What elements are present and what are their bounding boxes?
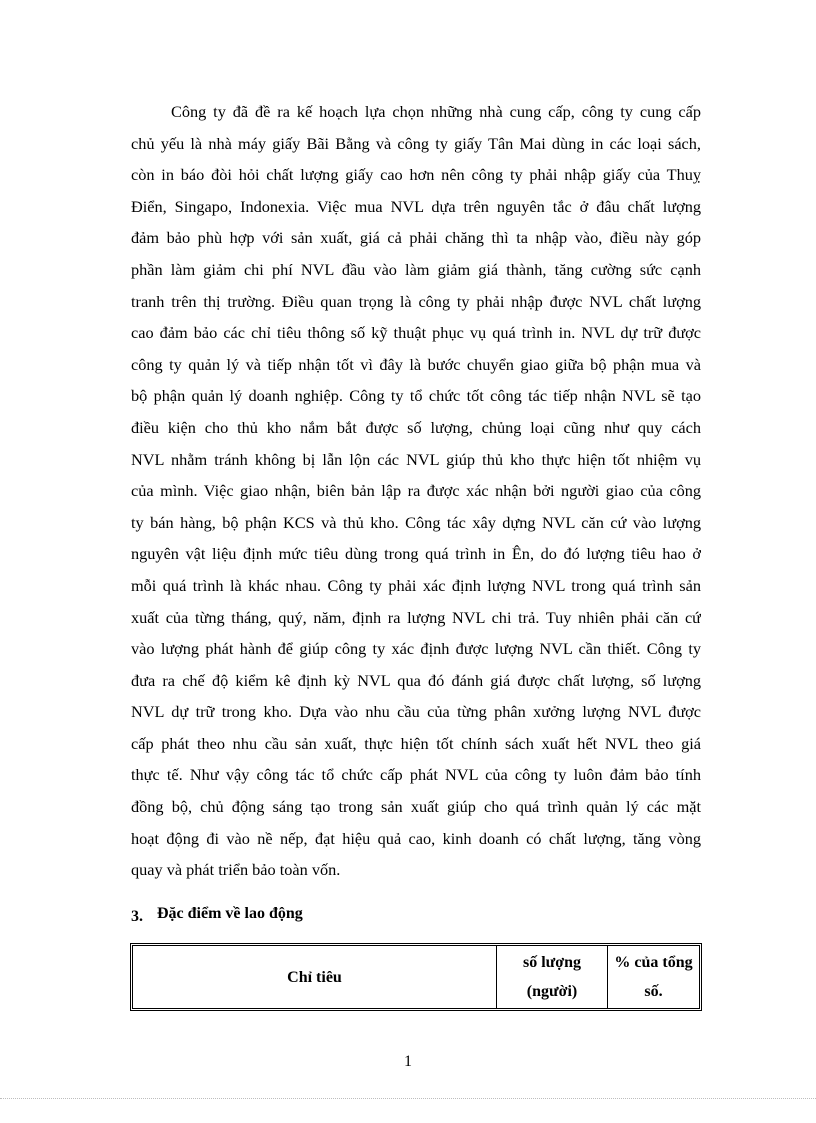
paragraph-line: nguyên vật liệu định mức tiêu dùng trong quá trình in Ên, do đó lượng tiêu hao ở [131,544,701,564]
paragraph-line: cao đảm bảo các chỉ tiêu thông số kỹ thuật phục vụ quá trình in. NVL dự trữ được [131,323,701,343]
header-text: (người) [526,983,578,1000]
paragraph-line: tranh trên thị trường. Điều quan trọng là công ty phải nhập được NVL chất lượng [131,291,701,311]
labor-table [130,943,702,1011]
paragraph-line: công ty quản lý và tiếp nhận tốt vì đây là bước chuyển giao giữa bộ phận mua và [131,354,701,374]
paragraph-line: mỗi quá trình là khác nhau. Công ty phải xác định lượng NVL trong quá trình sản [131,575,701,595]
page-boundary-divider [0,1098,816,1099]
header-text: Chỉ tiêu [287,968,342,986]
header-text: số. [644,983,663,1000]
paragraph-line: chủ yếu là nhà máy giấy Bãi Bằng và công ty giấy Tân Mai dùng in các loại sách, [131,133,701,153]
section-title: Đặc điểm về lao động [157,905,303,922]
paragraph-line: hoạt động đi vào nề nếp, đạt hiệu quả cao, kinh doanh có chất lượng, tăng vòng [131,828,701,848]
body-paragraph [131,96,701,886]
paragraph-line: quay và phát triển bảo toàn vốn. [131,860,341,880]
paragraph-line: NVL nhằm tránh không bị lẫn lộn các NVL giúp thủ kho thực hiện tốt nhiệm vụ [131,449,701,469]
header-cell-criteria [133,946,497,1008]
paragraph-line: đảm bảo phù hợp với sản xuất, giá cả phải chăng thì ta nhập vào, điều này góp [131,228,701,248]
paragraph-line: vào lượng phát hành để giúp công ty xác định được lượng NVL cần thiết. Công ty [131,639,701,659]
header-cell-percent [608,946,700,1008]
table-header-row [133,946,699,1008]
paragraph-line: phần làm giảm chi phí NVL đầu vào làm giảm giá thành, tăng cường sức cạnh [131,259,701,279]
paragraph-line: ty bán hàng, bộ phận KCS và thủ kho. Công tác xây dựng NVL căn cứ vào lượng [131,512,701,532]
section-number: 3. [131,908,143,925]
paragraph-line: Công ty đã đề ra kế hoạch lựa chọn những nhà cung cấp, công ty cung cấp [171,102,701,121]
paragraph-line: xuất của từng tháng, quý, năm, định ra lượng NVL chi trả. Tuy nhiên phải căn cứ [131,607,701,627]
paragraph-line: của mình. Việc giao nhận, biên bản lập ra được xác nhận bởi người giao của công [131,481,701,501]
paragraph-line: thực tế. Như vậy công tác tổ chức cấp phát NVL của công ty luôn đảm bảo tính [131,765,701,785]
page-number: 1 [404,1053,412,1070]
paragraph-line: NVL dự trữ trong kho. Dựa vào nhu cầu của từng phân xưởng lượng NVL được [131,702,701,722]
paragraph-line: còn in báo đòi hỏi chất lượng giấy cao hơn nên công ty phải nhập giấy của Thuỵ [131,165,701,185]
section-heading [131,903,303,925]
paragraph-line: bộ phận quản lý doanh nghiệp. Công ty tổ chức tốt công tác tiếp nhận NVL sẽ tạo [131,386,701,406]
header-text: số lượng [522,954,582,971]
paragraph-line: cấp phát theo nhu cầu sản xuất, thực hiện tốt chính sách xuất hết NVL theo giá [131,733,701,753]
paragraph-line: Điển, Singapo, Indonexia. Việc mua NVL dựa trên nguyên tắc ở đâu chất lượng [131,196,701,216]
paragraph-line: đưa ra chế độ kiểm kê định kỳ NVL qua đó đánh giá được chất lượng, số lượng [131,670,701,690]
header-cell-quantity [497,946,608,1008]
paragraph-line: đồng bộ, chủ động sáng tạo trong sản xuất giúp cho quá trình quản lý các mặt [131,797,701,817]
header-text: % của tổng [614,954,693,971]
paragraph-line: điều kiện cho thủ kho nắm bắt được số lượng, chủng loại cũng như quy cách [131,417,701,437]
